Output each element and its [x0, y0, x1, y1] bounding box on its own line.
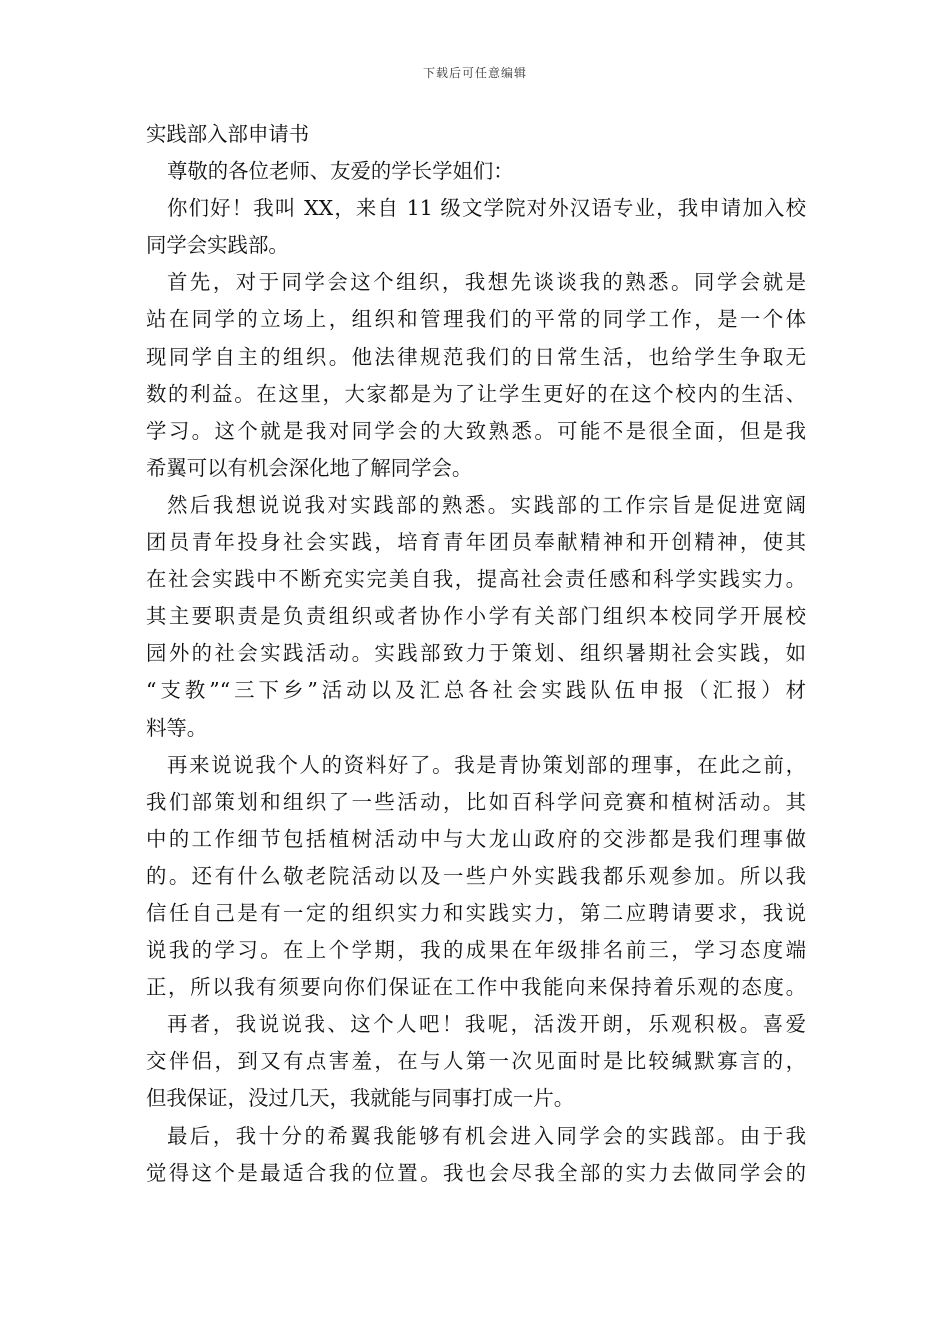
text-line: 我们部策划和组织了一些活动，比如百科学问竞赛和植树活动。其	[146, 789, 806, 814]
page-header: 下载后可任意编辑	[422, 66, 527, 80]
text-line: 交伴侣，到又有点害羞，在与人第一次见面时是比较缄默寡言的，	[146, 1049, 806, 1074]
text-line: 园外的社会实践活动。实践部致力于策划、组织暑期社会实践，如	[146, 641, 806, 666]
text-line: 在社会实践中不断充实完美自我，提高社会责任感和科学实践实力。	[146, 567, 806, 592]
text-line: 最后，我十分的希翼我能够有机会进入同学会的实践部。由于我	[167, 1123, 806, 1148]
text-line: 同学会实践部。	[146, 233, 289, 258]
text-line: 再者，我说说我、这个人吧！我呢，活泼开朗，乐观积极。喜爱	[167, 1012, 806, 1037]
text-line: 觉得这个是最适合我的位置。我也会尽我全部的实力去做同学会的	[146, 1160, 806, 1185]
text-line: 但我保证，没过几天，我就能与同事打成一片。	[146, 1086, 575, 1111]
text-line: 再来说说我个人的资料好了。我是青协策划部的理事，在此之前，	[167, 752, 806, 777]
text-line: 信任自己是有一定的组织实力和实践实力，第二应聘请要求，我说	[146, 900, 806, 925]
text-line: 其主要职责是负责组织或者协作小学有关部门组织本校同学开展校	[146, 604, 806, 629]
text-line: 希翼可以有机会深化地了解同学会。	[146, 455, 473, 480]
document-title: 实践部入部申请书	[146, 122, 310, 146]
document-body	[146, 116, 806, 1192]
text-line: 现同学自主的组织。他法律规范我们的日常生活，也给学生争取无	[146, 344, 806, 369]
text-line: 料等。	[146, 715, 208, 740]
text-line: 说我的学习。在上个学期，我的成果在年级排名前三，学习态度端	[146, 938, 806, 963]
text-line: 学习。这个就是我对同学会的大致熟悉。可能不是很全面，但是我	[146, 418, 806, 443]
text-line: 中的工作细节包括植树活动中与大龙山政府的交涉都是我们理事做	[146, 826, 806, 851]
text-line: 尊敬的各位老师、友爱的学长学姐们：	[167, 159, 514, 184]
text-line: 数的利益。在这里，大家都是为了让学生更好的在这个校内的生活、	[146, 381, 806, 406]
text-line: 然后我想说说我对实践部的熟悉。实践部的工作宗旨是促进宽阔	[167, 492, 806, 517]
text-line: 正，所以我有须要向你们保证在工作中我能向来保持着乐观的态度。	[146, 975, 806, 1000]
text-line: 你们好！我叫 XX，来自 11 级文学院对外汉语专业，我申请加入校	[167, 196, 806, 221]
text-line: 的。还有什么敬老院活动以及一些户外实践我都乐观参加。所以我	[146, 863, 806, 888]
text-line: 站在同学的立场上，组织和管理我们的平常的同学工作，是一个体	[146, 307, 806, 332]
text-line: 首先，对于同学会这个组织，我想先谈谈我的熟悉。同学会就是	[167, 270, 806, 295]
text-line: “支教”“三下乡”活动以及汇总各社会实践队伍申报（汇报）材	[146, 678, 806, 703]
text-line: 团员青年投身社会实践，培育青年团员奉献精神和开创精神，使其	[146, 530, 806, 555]
